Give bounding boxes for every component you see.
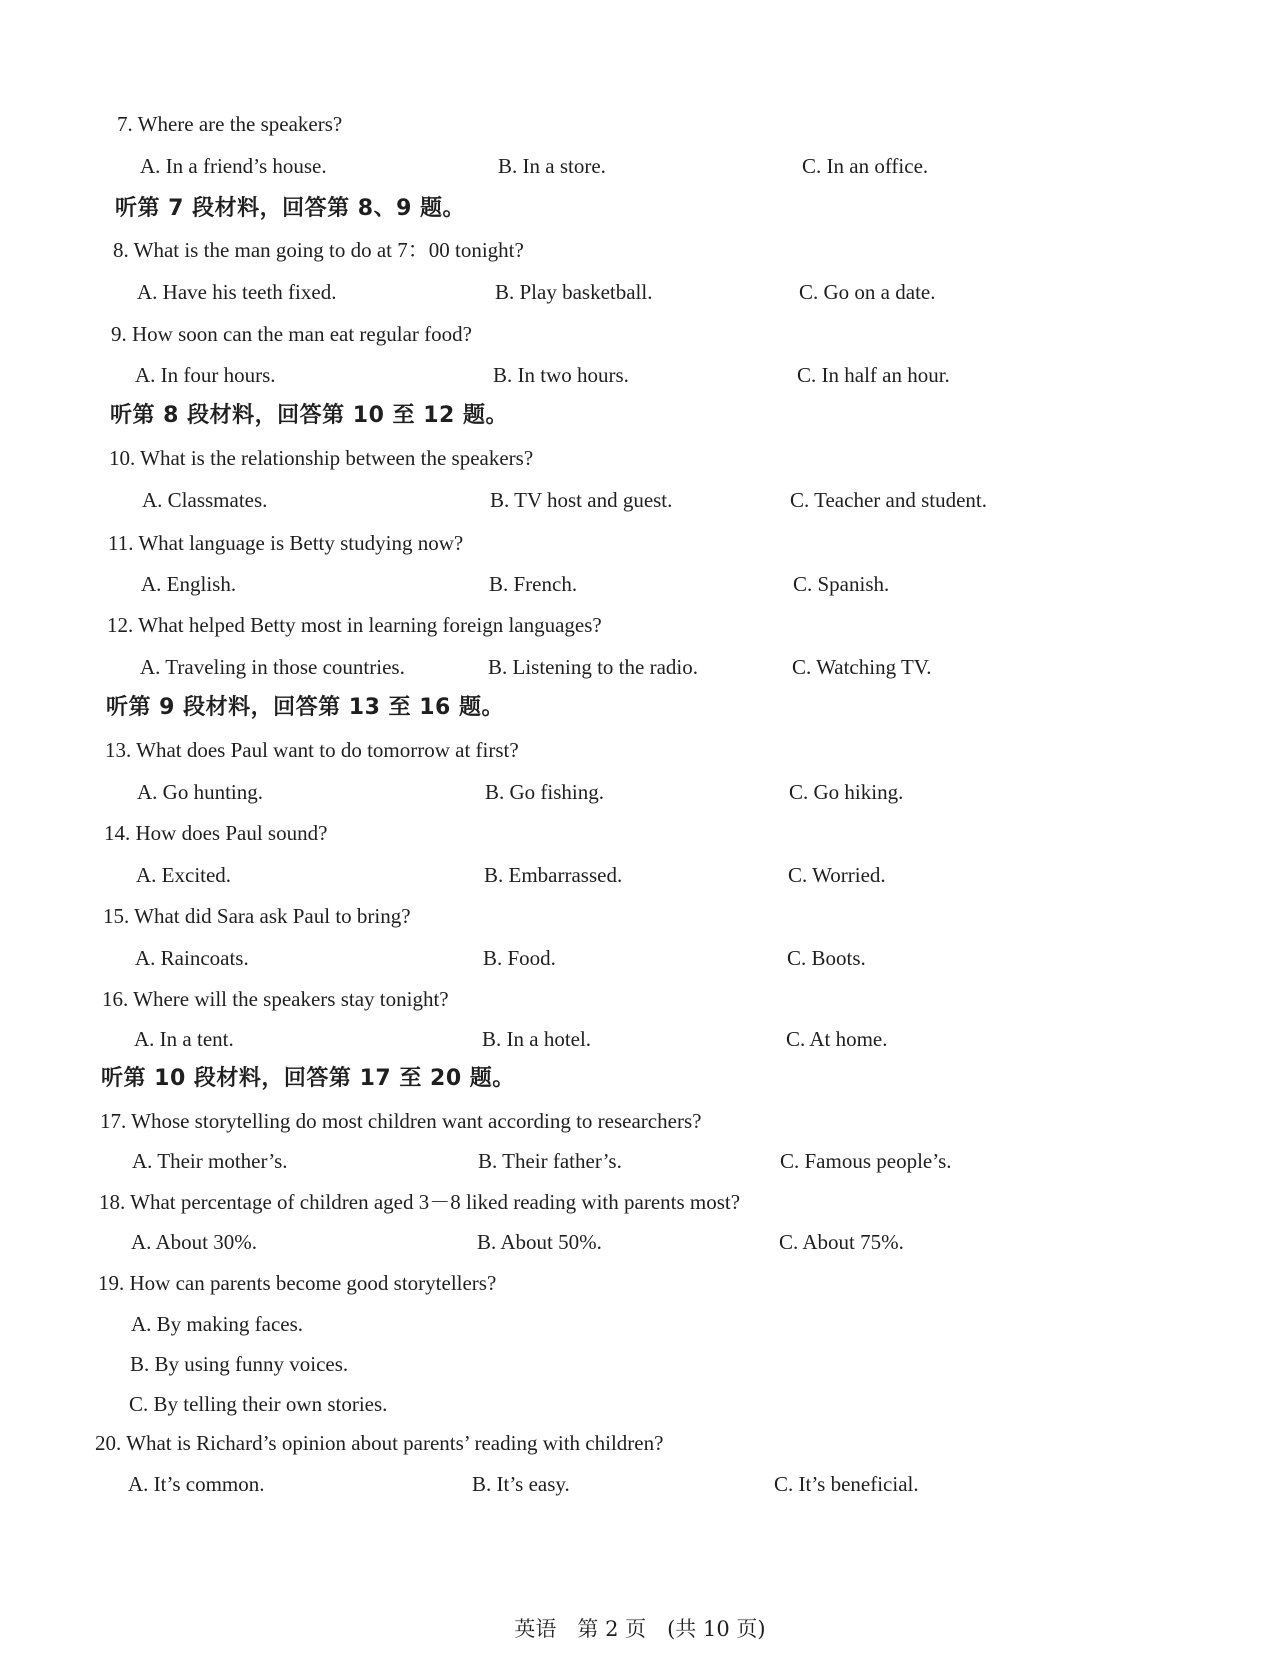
section-heading-7: 听第 7 段材料，回答第 8、9 题。: [115, 196, 466, 221]
section-heading-9: 听第 9 段材料，回答第 13 至 16 题。: [106, 695, 504, 720]
options-18: [131, 1227, 1191, 1257]
question-20: 20. What is Richard’s opinion about parents’ reading with children?: [95, 1431, 664, 1455]
section-heading-8: 听第 8 段材料，回答第 10 至 12 题。: [110, 403, 508, 428]
options-12: [140, 652, 1200, 682]
option-b: B. In a hotel.: [482, 1027, 592, 1051]
options-9: [135, 360, 1195, 390]
option-b: B. It’s easy.: [472, 1472, 570, 1496]
option-c: C. About 75%.: [779, 1230, 904, 1254]
option-c: C. In half an hour.: [797, 363, 950, 387]
option-c: C. Famous people’s.: [780, 1149, 952, 1173]
option-a: A. Raincoats.: [135, 946, 249, 970]
option-c: C. In an office.: [802, 154, 929, 178]
options-8: [137, 277, 1197, 307]
option-b: B. Embarrassed.: [484, 863, 623, 887]
option-c: C. Teacher and student.: [790, 488, 987, 512]
option-b: B. By using funny voices.: [130, 1352, 349, 1376]
option-b: B. Food.: [483, 946, 556, 970]
option-a: A. In a tent.: [134, 1027, 234, 1051]
question-17: 17. Whose storytelling do most children want according to researchers?: [100, 1109, 702, 1133]
page-footer: 英语 第 2 页 (共 10 页): [514, 1617, 766, 1641]
option-c: C. It’s beneficial.: [774, 1472, 919, 1496]
option-a: A. Go hunting.: [137, 780, 263, 804]
option-c: C. Go hiking.: [789, 780, 904, 804]
option-a: A. In four hours.: [135, 363, 276, 387]
options-15: [135, 943, 1195, 973]
option-b: B. Their father’s.: [478, 1149, 622, 1173]
option-b: B. Listening to the radio.: [488, 655, 698, 679]
options-14: [136, 860, 1196, 890]
question-12: 12. What helped Betty most in learning foreign languages?: [107, 613, 602, 637]
option-a: A. It’s common.: [128, 1472, 265, 1496]
option-a: A. About 30%.: [131, 1230, 257, 1254]
question-10: 10. What is the relationship between the speakers?: [109, 446, 534, 470]
options-7: [140, 151, 1200, 181]
option-a: A. By making faces.: [131, 1312, 304, 1336]
option-a: A. Their mother’s.: [132, 1149, 288, 1173]
question-15: 15. What did Sara ask Paul to bring?: [103, 904, 411, 928]
option-a: A. English.: [141, 572, 237, 596]
question-7: 7. Where are the speakers?: [117, 112, 343, 136]
option-a: A. Have his teeth fixed.: [137, 280, 337, 304]
options-11: [141, 569, 1201, 599]
option-b: B. French.: [489, 572, 578, 596]
option-b: B. Go fishing.: [485, 780, 605, 804]
question-19: 19. How can parents become good storytellers?: [98, 1271, 497, 1295]
options-10: [142, 485, 1202, 515]
options-20: [128, 1469, 1188, 1499]
option-c: C. Watching TV.: [792, 655, 932, 679]
option-c: C. At home.: [786, 1027, 888, 1051]
question-9: 9. How soon can the man eat regular food?: [111, 322, 472, 346]
option-a: A. In a friend’s house.: [140, 154, 327, 178]
question-11: 11. What language is Betty studying now?: [108, 531, 464, 555]
option-b: B. About 50%.: [477, 1230, 602, 1254]
option-c: C. Spanish.: [793, 572, 890, 596]
question-13: 13. What does Paul want to do tomorrow at first?: [105, 738, 519, 762]
question-8: 8. What is the man going to do at 7：00 tonight?: [113, 238, 524, 262]
option-c: C. By telling their own stories.: [129, 1392, 388, 1416]
option-b: B. TV host and guest.: [490, 488, 673, 512]
option-a: A. Classmates.: [142, 488, 268, 512]
options-17: [132, 1146, 1192, 1176]
option-a: A. Excited.: [136, 863, 232, 887]
option-c: C. Worried.: [788, 863, 886, 887]
option-b: B. In two hours.: [493, 363, 629, 387]
option-b: B. In a store.: [498, 154, 606, 178]
option-a: A. Traveling in those countries.: [140, 655, 405, 679]
option-b: B. Play basketball.: [495, 280, 653, 304]
question-16: 16. Where will the speakers stay tonight?: [102, 987, 449, 1011]
section-heading-10: 听第 10 段材料，回答第 17 至 20 题。: [101, 1066, 515, 1091]
option-c: C. Go on a date.: [799, 280, 936, 304]
question-18: 18. What percentage of children aged 3－8 liked reading with parents most?: [99, 1190, 741, 1214]
question-14: 14. How does Paul sound?: [104, 821, 328, 845]
option-c: C. Boots.: [787, 946, 866, 970]
options-13: [137, 777, 1197, 807]
options-16: [134, 1024, 1194, 1054]
